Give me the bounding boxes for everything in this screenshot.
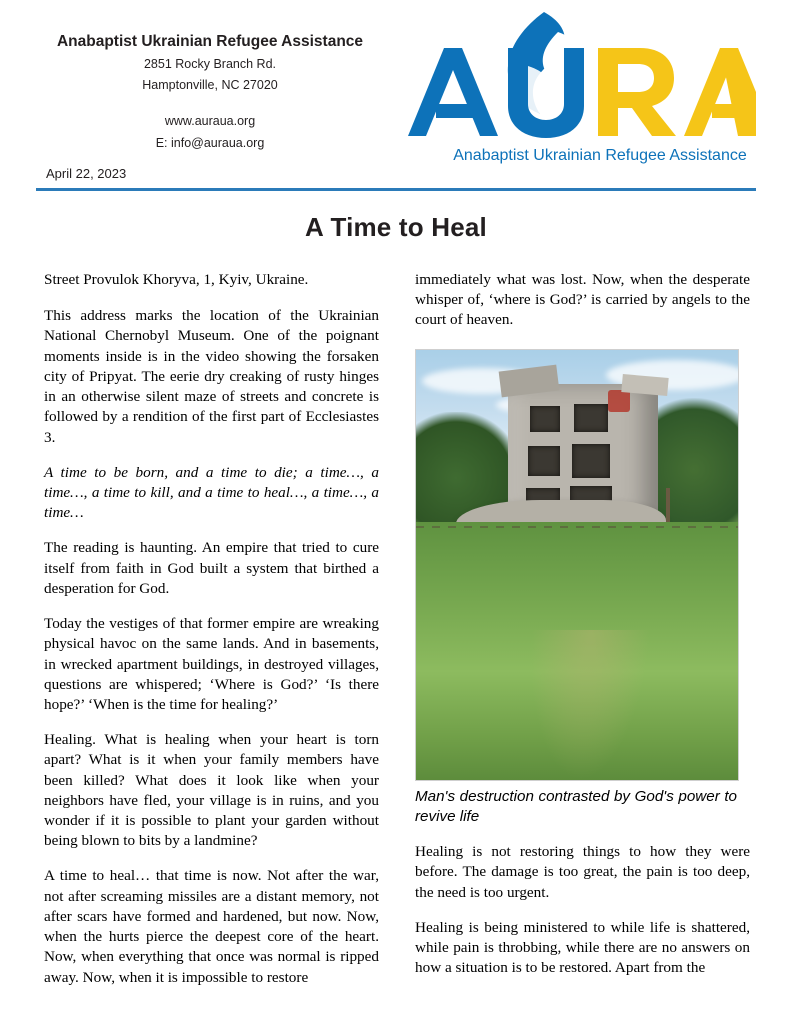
organization-address-line1: 2851 Rocky Branch Rd. — [143, 57, 276, 72]
organization-block — [40, 32, 380, 152]
organization-name: Anabaptist Ukrainian Refugee Assistance — [56, 33, 364, 50]
aura-logo-icon — [400, 8, 756, 170]
photo-window — [528, 446, 560, 476]
paragraph-address: Street Provulok Khoryva, 1, Kyiv, Ukraine. — [44, 271, 309, 288]
page-title: A Time to Heal — [305, 212, 487, 242]
letterhead — [0, 0, 792, 178]
scripture-quote: A time to be born, and a time to die; a time…, a time…, a time to kill, and a time to heal…, a time…, a time… — [44, 463, 379, 522]
paragraph-continuation: immediately what was lost. Now, when the desperate whisper of, ‘where is God?’ is carried by angels to the court of heaven. — [415, 271, 750, 329]
header-divider — [36, 188, 756, 191]
organization-email[interactable]: E: info@auraua.org — [155, 135, 265, 150]
photo-window — [530, 406, 560, 432]
paragraph-reading: The reading is haunting. An empire that tried to cure itself from faith in God built a system that birthed a desperation for God. — [44, 539, 379, 597]
organization-website[interactable]: www.auraua.org — [164, 114, 256, 129]
paragraph-healing-questions: Healing. What is healing when your heart is torn apart? What is it when your family members have been killed? What does it look like when your neighbors have fled, your village is in ruins, and you wonder if it is possible to plant your garden without being blown to bits by a landmine? — [44, 731, 379, 850]
photo-destroyed-building — [508, 384, 658, 519]
photo-caption: Man's destruction contrasted by God's power to revive life — [415, 787, 737, 825]
left-column — [44, 270, 379, 1003]
paragraph-healing-not-restoring: Healing is not restoring things to how they were before. The damage is too great, the pain is too deep, the need is too urgent. — [415, 843, 750, 901]
paragraph-healing-ministered: Healing is being ministered to while life is shattered, while pain is throbbing, while there are no answers on how a situation is to be restored. Apart from the — [415, 918, 750, 977]
right-column — [415, 270, 750, 1003]
photo-window — [574, 404, 608, 432]
organization-address-line2: Hamptonville, NC 27020 — [142, 78, 278, 93]
photo-path — [521, 630, 651, 780]
paragraph-vestiges: Today the vestiges of that former empire are wreaking physical havoc on the same lands. And in basements, in wrecked apartment buildings, in destroyed villages, questions are whispered; ‘Where is God?’ ‘Is there hope?’ ‘When is the time for healing?’ — [44, 615, 379, 713]
photo-window — [572, 444, 610, 478]
document-date: April 22, 2023 — [46, 166, 127, 181]
photo-fence-line — [416, 526, 738, 528]
article-photo — [415, 349, 739, 781]
article-body — [44, 270, 750, 1003]
logo-tagline-text: Anabaptist Ukrainian Refugee Assistance — [453, 147, 747, 164]
paragraph-time-to-heal: A time to heal… that time is now. Not after the war, not after screaming missiles are a distant memory, not after scars have formed and hardened, but now. Now, when the hurts pierce the deepest core of the heart. Now, when everything that once was normal is ripped away. Now, when it is impossible to restore — [44, 867, 379, 986]
photo-red-marking — [608, 390, 630, 412]
aura-logo — [400, 8, 756, 170]
paragraph-museum: This address marks the location of the Ukrainian National Chernobyl Museum. One of the poignant moments inside is in the video showing the forsaken city of Pripyat. The eerie dry creaking of rusty hinges in an otherwise silent maze of streets and concrete is followed by a rendition of the first part of Ecclesiastes 3. — [44, 307, 379, 446]
